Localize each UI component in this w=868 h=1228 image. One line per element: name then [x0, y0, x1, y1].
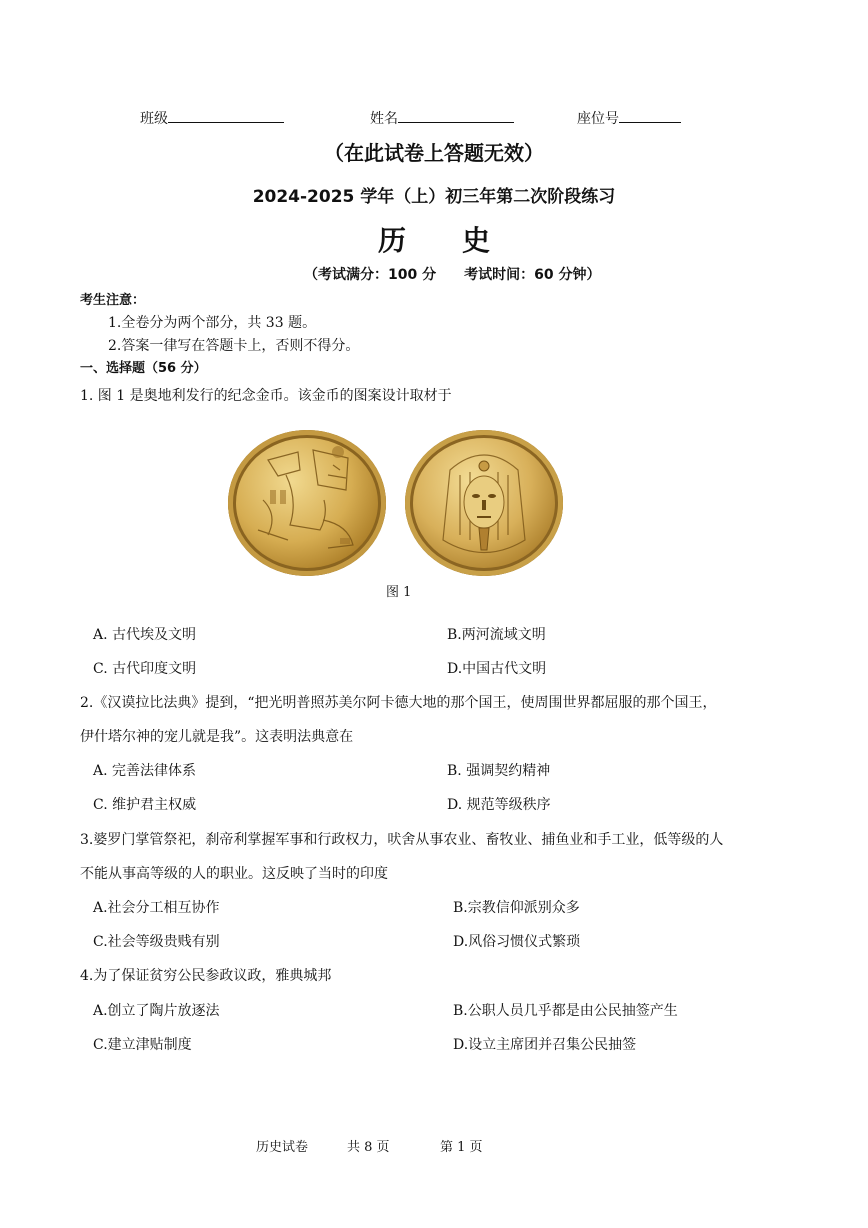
question-stem: 伊什塔尔神的宠儿就是我”。这表明法典意在 [80, 729, 354, 745]
option-a[interactable]: A.创立了陶片放逐法 [93, 1003, 220, 1019]
tutankhamun-mask-coin [405, 430, 563, 576]
option-a[interactable]: A. 古代埃及文明 [93, 627, 197, 643]
footer-total: 共 8 页 [347, 1140, 390, 1155]
class-label: 班级 [140, 111, 168, 127]
exam-title: 2024-2025 学年（上）初三年第二次阶段练习 [252, 187, 616, 207]
option-b[interactable]: B.两河流域文明 [447, 627, 546, 643]
notes-heading: 考生注意： [80, 293, 146, 308]
option-b[interactable]: B.宗教信仰派别众多 [453, 900, 580, 916]
option-b[interactable]: B.公职人员几乎都是由公民抽签产生 [453, 1003, 678, 1019]
seat-field [577, 108, 681, 128]
option-d[interactable]: D. 规范等级秩序 [447, 797, 551, 813]
question-stem: 4.为了保证贫穷公民参政议政，雅典城邦 [80, 968, 332, 984]
option-a[interactable]: A.社会分工相互协作 [93, 900, 220, 916]
option-d[interactable]: D.设立主席团并召集公民抽签 [453, 1037, 637, 1053]
note-item: 1.全卷分为两个部分，共 33 题。 [108, 315, 317, 331]
class-field [140, 108, 284, 128]
section-heading: 一、选择题（56 分） [80, 361, 207, 376]
question-stem: 3.婆罗门掌管祭祀，刹帝利掌握军事和行政权力，吠舍从事农业、畜牧业、捕鱼业和手工业，低等级的人 [80, 832, 724, 848]
exam-info: （考试满分：100 分 考试时间：60 分钟） [304, 267, 601, 283]
option-c[interactable]: C. 古代印度文明 [93, 661, 197, 677]
name-blank [398, 108, 514, 123]
option-a[interactable]: A. 完善法律体系 [93, 763, 197, 779]
option-d[interactable]: D.风俗习惯仪式繁琐 [453, 934, 581, 950]
question-stem: 2.《汉谟拉比法典》提到，“把光明普照苏美尔阿卡德大地的那个国王，使周围世界都屈服的那个国王， [80, 695, 717, 711]
option-b[interactable]: B. 强调契约精神 [447, 763, 551, 779]
name-field [370, 108, 514, 128]
notice-invalid: （在此试卷上答题无效） [324, 141, 544, 165]
option-c[interactable]: C.建立津贴制度 [93, 1037, 192, 1053]
footer-page: 第 1 页 [440, 1140, 483, 1155]
figure-caption: 图 1 [386, 585, 412, 600]
question-stem: 不能从事高等级的人的职业。这反映了当时的印度 [80, 866, 388, 882]
name-label: 姓名 [370, 111, 398, 127]
footer-paper: 历史试卷 [256, 1140, 309, 1155]
note-item: 2.答案一律写在答题卡上，否则不得分。 [108, 338, 360, 354]
seat-blank [619, 108, 681, 123]
option-d[interactable]: D.中国古代文明 [447, 661, 547, 677]
seat-label: 座位号 [577, 111, 619, 127]
egyptian-relief-coin [228, 430, 386, 576]
class-blank [168, 108, 284, 123]
subject-title: 历 史 [377, 224, 490, 257]
option-c[interactable]: C. 维护君主权威 [93, 797, 197, 813]
question-stem: 1. 图 1 是奥地利发行的纪念金币。该金币的图案设计取材于 [80, 388, 452, 404]
option-c[interactable]: C.社会等级贵贱有别 [93, 934, 220, 950]
